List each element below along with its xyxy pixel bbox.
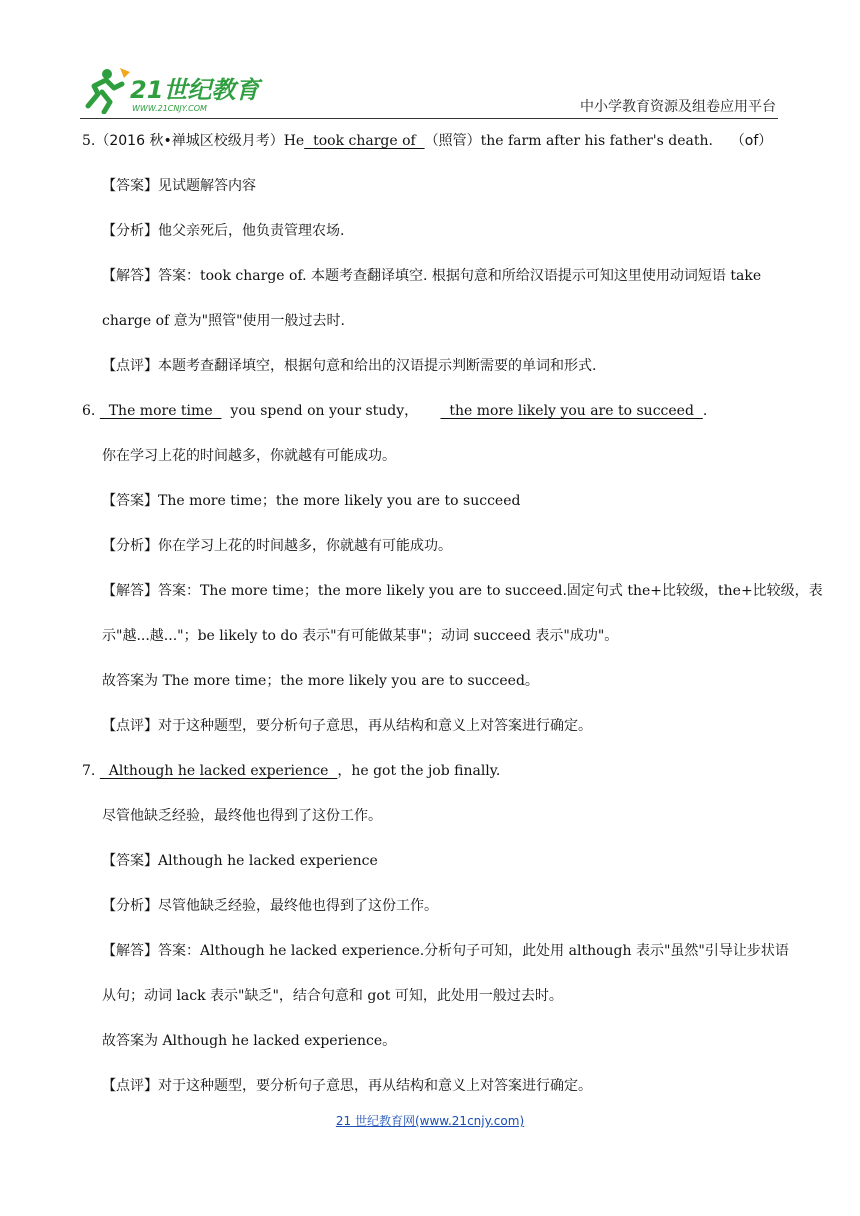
question-5 (82, 131, 772, 151)
answer-blank: the more likely you are to succeed (440, 403, 703, 419)
header-divider (80, 118, 778, 119)
answer: 【答案】The more time；the more likely you are to succeed (102, 493, 521, 509)
answer-blank: took charge of (304, 133, 425, 149)
question-text: ，he got the job finally. (337, 763, 501, 779)
solution: 【解答】答案：Although he lacked experience.分析句子可知，此处用 although 表示"虽然"引导让步状语 (102, 943, 789, 959)
solution-cont: charge of 意为"照管"使用一般过去时. (102, 313, 345, 329)
analysis: 【分析】尽管他缺乏经验，最终他也得到了这份工作。 (102, 898, 438, 914)
question-number: 7. (82, 763, 96, 779)
question-text: He (283, 133, 305, 149)
question-number: 5. (82, 133, 96, 149)
analysis: 【分析】他父亲死后，他负责管理农场. (102, 223, 345, 239)
solution-cont: 示"越...越..."；be likely to do 表示"有可能做某事"；动词 succeed 表示"成功"。 (102, 628, 619, 644)
comment: 【点评】对于这种题型，要分析句子意思，再从结构和意义上对答案进行确定。 (102, 1078, 592, 1094)
comment: 【点评】对于这种题型，要分析句子意思，再从结构和意义上对答案进行确定。 (102, 718, 592, 734)
solution: 【解答】答案：The more time；the more likely you are to succeed.固定句式 the+比较级，the+比较级，表 (102, 583, 823, 599)
question-end: . (702, 403, 708, 419)
translation: 尽管他缺乏经验，最终他也得到了这份工作。 (102, 808, 382, 824)
answer-blank: Although he lacked experience (99, 763, 338, 779)
logo (80, 66, 280, 114)
page-header (80, 62, 778, 118)
translation: 你在学习上花的时间越多，你就越有可能成功。 (102, 448, 396, 464)
footer (0, 1112, 860, 1129)
runner-icon (88, 68, 130, 112)
hint: （照管） (424, 133, 481, 149)
question-source: （2016 秋•禅城区校级月考） (95, 133, 284, 149)
conclusion: 故答案为 Although he lacked experience。 (102, 1033, 397, 1049)
answer: 【答案】Although he lacked experience (102, 853, 378, 869)
solution: 【解答】答案：took charge of. 本题考查翻译填空. 根据句意和所给汉语提示可知这里使用动词短语 take (102, 268, 762, 284)
answer: 【答案】见试题解答内容 (102, 178, 256, 194)
conclusion: 故答案为 The more time；the more likely you are to succeed。 (102, 673, 539, 689)
question-number: 6. (82, 403, 96, 419)
logo-text: 21世纪教育 (130, 76, 260, 104)
analysis: 【分析】你在学习上花的时间越多，你就越有可能成功。 (102, 538, 452, 554)
platform-title: 中小学教育资源及组卷应用平台 (580, 99, 776, 115)
solution-cont: 从句；动词 lack 表示"缺乏"，结合句意和 got 可知，此处用一般过去时。 (102, 988, 563, 1004)
hint-word: （of） (730, 133, 773, 149)
logo-url: WWW.21CNJY.COM (132, 104, 207, 113)
footer-link[interactable]: 21 世纪教育网(www.21cnjy.com) (335, 1114, 525, 1128)
question-text: the farm after his father's death. (480, 133, 713, 149)
question-6 (82, 401, 707, 421)
comment: 【点评】本题考查翻译填空，根据句意和给出的汉语提示判断需要的单词和形式. (102, 358, 597, 374)
question-7 (82, 761, 500, 781)
answer-blank: The more time (99, 403, 222, 419)
question-text: you spend on your study， (230, 403, 419, 419)
